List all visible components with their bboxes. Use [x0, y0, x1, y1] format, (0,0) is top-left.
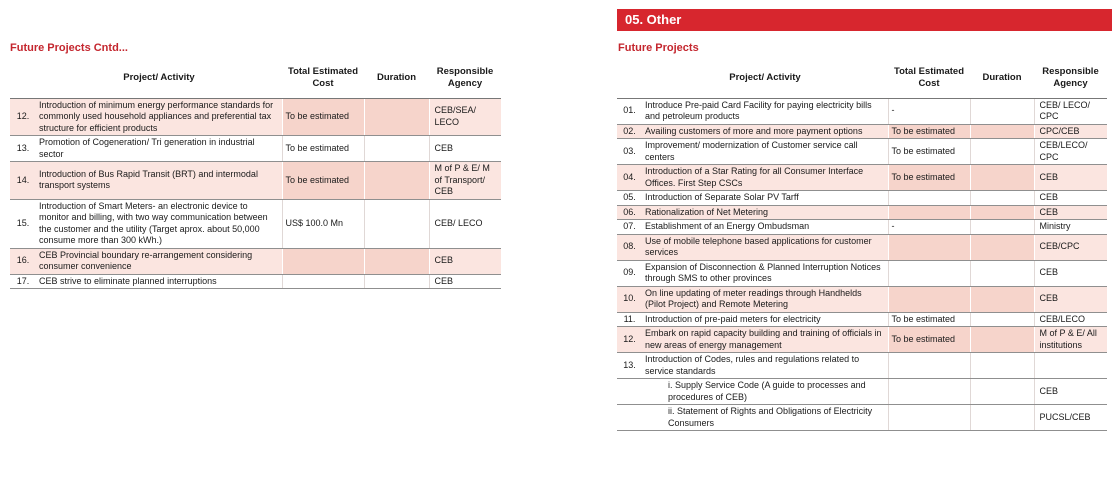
row-duration: [970, 327, 1034, 353]
table-row: [617, 124, 1107, 139]
row-cost: To be estimated: [282, 136, 364, 162]
table-row: [617, 353, 1107, 379]
row-cost: [888, 286, 970, 312]
row-activity: Promotion of Cogeneration/ Tri generation in industrial sector: [36, 136, 282, 162]
header-blank: [10, 58, 36, 98]
row-number: 04.: [617, 165, 642, 191]
row-agency: CEB: [1034, 165, 1107, 191]
table-row: [617, 260, 1107, 286]
header-agency: Responsible Agency: [1034, 58, 1107, 98]
row-cost: [888, 405, 970, 431]
row-number: 10.: [617, 286, 642, 312]
header-activity: Project/ Activity: [642, 58, 888, 98]
header-duration: Duration: [970, 58, 1034, 98]
table-row: [10, 248, 501, 274]
row-duration: [970, 286, 1034, 312]
row-agency: PUCSL/CEB: [1034, 405, 1107, 431]
table-row: [617, 191, 1107, 206]
row-activity: Expansion of Disconnection & Planned Interruption Notices through SMS to other provinces: [642, 260, 888, 286]
row-activity: Introduce Pre-paid Card Facility for paying electricity bills and petroleum products: [642, 98, 888, 124]
table-row: [617, 165, 1107, 191]
row-activity: CEB strive to eliminate planned interruptions: [36, 274, 282, 289]
table-row: [10, 274, 501, 289]
row-number: 07.: [617, 220, 642, 235]
row-number: 17.: [10, 274, 36, 289]
row-number: 12.: [617, 327, 642, 353]
row-duration: [970, 312, 1034, 327]
row-cost: [888, 379, 970, 405]
row-number: 09.: [617, 260, 642, 286]
table-row: [617, 405, 1107, 431]
row-agency: CEB: [1034, 379, 1107, 405]
table-row: [10, 136, 501, 162]
row-activity: CEB Provincial boundary re-arrangement considering consumer convenience: [36, 248, 282, 274]
row-activity: Improvement/ modernization of Customer service call centers: [642, 139, 888, 165]
row-duration: [970, 124, 1034, 139]
row-agency: M of P & E/ All institutions: [1034, 327, 1107, 353]
row-agency: CEB/SEA/ LECO: [429, 98, 501, 136]
row-duration: [970, 405, 1034, 431]
row-cost: [888, 234, 970, 260]
row-number: 02.: [617, 124, 642, 139]
row-agency: CEB/ LECO/ CPC: [1034, 98, 1107, 124]
row-duration: [970, 205, 1034, 220]
right-subtitle: Future Projects: [618, 42, 699, 54]
row-number: 16.: [10, 248, 36, 274]
table-row: [10, 162, 501, 200]
row-number: [617, 379, 642, 405]
row-agency: CEB/ LECO: [429, 199, 501, 248]
header-activity: Project/ Activity: [36, 58, 282, 98]
row-cost: To be estimated: [282, 162, 364, 200]
row-number: [617, 405, 642, 431]
row-activity: Introduction of Bus Rapid Transit (BRT) and intermodal transport systems: [36, 162, 282, 200]
row-duration: [970, 98, 1034, 124]
row-agency: M of P & E/ M of Transport/ CEB: [429, 162, 501, 200]
section-title-bar: [617, 9, 1112, 31]
table-row: [617, 379, 1107, 405]
table-row: [617, 234, 1107, 260]
header-cost: Total Estimated Cost: [888, 58, 970, 98]
table-row: [617, 139, 1107, 165]
row-agency: CEB/LECO/ CPC: [1034, 139, 1107, 165]
row-duration: [970, 353, 1034, 379]
row-duration: [364, 248, 429, 274]
row-number: 11.: [617, 312, 642, 327]
row-activity: Introduction of Separate Solar PV Tarff: [642, 191, 888, 206]
row-activity: On line updating of meter readings through Handhelds (Pilot Project) and Remote Metering: [642, 286, 888, 312]
table-row: [617, 98, 1107, 124]
row-cost: [888, 205, 970, 220]
row-activity: Availing customers of more and more payment options: [642, 124, 888, 139]
row-agency: [1034, 353, 1107, 379]
row-duration: [970, 139, 1034, 165]
row-number: 05.: [617, 191, 642, 206]
row-cost: [282, 274, 364, 289]
section-title: 05. Other: [625, 12, 682, 27]
row-cost: [888, 353, 970, 379]
row-duration: [970, 165, 1034, 191]
row-number: 01.: [617, 98, 642, 124]
row-activity: Introduction of Smart Meters- an electronic device to monitor and billing, with two way communication between the customer and the utility (Target aprox. about 50,000 consume more than 300 kWh.): [36, 199, 282, 248]
row-number: 14.: [10, 162, 36, 200]
row-cost: [888, 191, 970, 206]
row-duration: [970, 379, 1034, 405]
row-cost: To be estimated: [282, 98, 364, 136]
row-agency: CEB: [1034, 260, 1107, 286]
row-cost: [888, 260, 970, 286]
row-activity: Introduction of minimum energy performance standards for commonly used household appliances and preferential tax structure for efficient products: [36, 98, 282, 136]
row-cost: To be estimated: [888, 124, 970, 139]
table-row: [617, 220, 1107, 235]
table-row: [617, 286, 1107, 312]
row-activity: Rationalization of Net Metering: [642, 205, 888, 220]
table-row: [617, 312, 1107, 327]
row-activity: Establishment of an Energy Ombudsman: [642, 220, 888, 235]
row-activity: ii. Statement of Rights and Obligations of Electricity Consumers: [642, 405, 888, 431]
row-agency: CEB: [429, 274, 501, 289]
row-agency: CEB: [1034, 191, 1107, 206]
row-duration: [970, 260, 1034, 286]
row-agency: CPC/CEB: [1034, 124, 1107, 139]
row-duration: [970, 220, 1034, 235]
table-row: [617, 327, 1107, 353]
row-activity: Embark on rapid capacity building and training of officials in new areas of energy management: [642, 327, 888, 353]
row-number: 03.: [617, 139, 642, 165]
row-cost: [282, 248, 364, 274]
row-number: 13.: [617, 353, 642, 379]
row-cost: -: [888, 220, 970, 235]
header-duration: Duration: [364, 58, 429, 98]
row-agency: CEB: [429, 136, 501, 162]
row-cost: US$ 100.0 Mn: [282, 199, 364, 248]
header-cost: Total Estimated Cost: [282, 58, 364, 98]
header-blank: [617, 58, 642, 98]
row-duration: [364, 199, 429, 248]
row-agency: CEB: [1034, 205, 1107, 220]
header-agency: Responsible Agency: [429, 58, 501, 98]
row-agency: CEB: [1034, 286, 1107, 312]
row-activity: i. Supply Service Code (A guide to processes and procedures of CEB): [642, 379, 888, 405]
row-cost: To be estimated: [888, 327, 970, 353]
row-agency: CEB: [429, 248, 501, 274]
right-projects-table: [617, 58, 1107, 431]
row-agency: CEB/LECO: [1034, 312, 1107, 327]
row-number: 12.: [10, 98, 36, 136]
row-number: 15.: [10, 199, 36, 248]
row-activity: Introduction of pre-paid meters for electricity: [642, 312, 888, 327]
row-duration: [970, 191, 1034, 206]
left-subtitle: Future Projects Cntd...: [10, 42, 128, 54]
row-agency: CEB/CPC: [1034, 234, 1107, 260]
row-duration: [364, 274, 429, 289]
row-cost: -: [888, 98, 970, 124]
row-cost: To be estimated: [888, 165, 970, 191]
left-projects-table: [10, 58, 501, 289]
row-duration: [970, 234, 1034, 260]
row-number: 06.: [617, 205, 642, 220]
table-row: [10, 98, 501, 136]
row-cost: To be estimated: [888, 139, 970, 165]
row-cost: To be estimated: [888, 312, 970, 327]
row-activity: Introduction of Codes, rules and regulations related to service standards: [642, 353, 888, 379]
row-agency: Ministry: [1034, 220, 1107, 235]
row-activity: Introduction of a Star Rating for all Consumer Interface Offices. First Step CSCs: [642, 165, 888, 191]
row-number: 13.: [10, 136, 36, 162]
table-row: [10, 199, 501, 248]
row-duration: [364, 136, 429, 162]
row-duration: [364, 98, 429, 136]
row-duration: [364, 162, 429, 200]
row-activity: Use of mobile telephone based applications for customer services: [642, 234, 888, 260]
table-row: [617, 205, 1107, 220]
row-number: 08.: [617, 234, 642, 260]
